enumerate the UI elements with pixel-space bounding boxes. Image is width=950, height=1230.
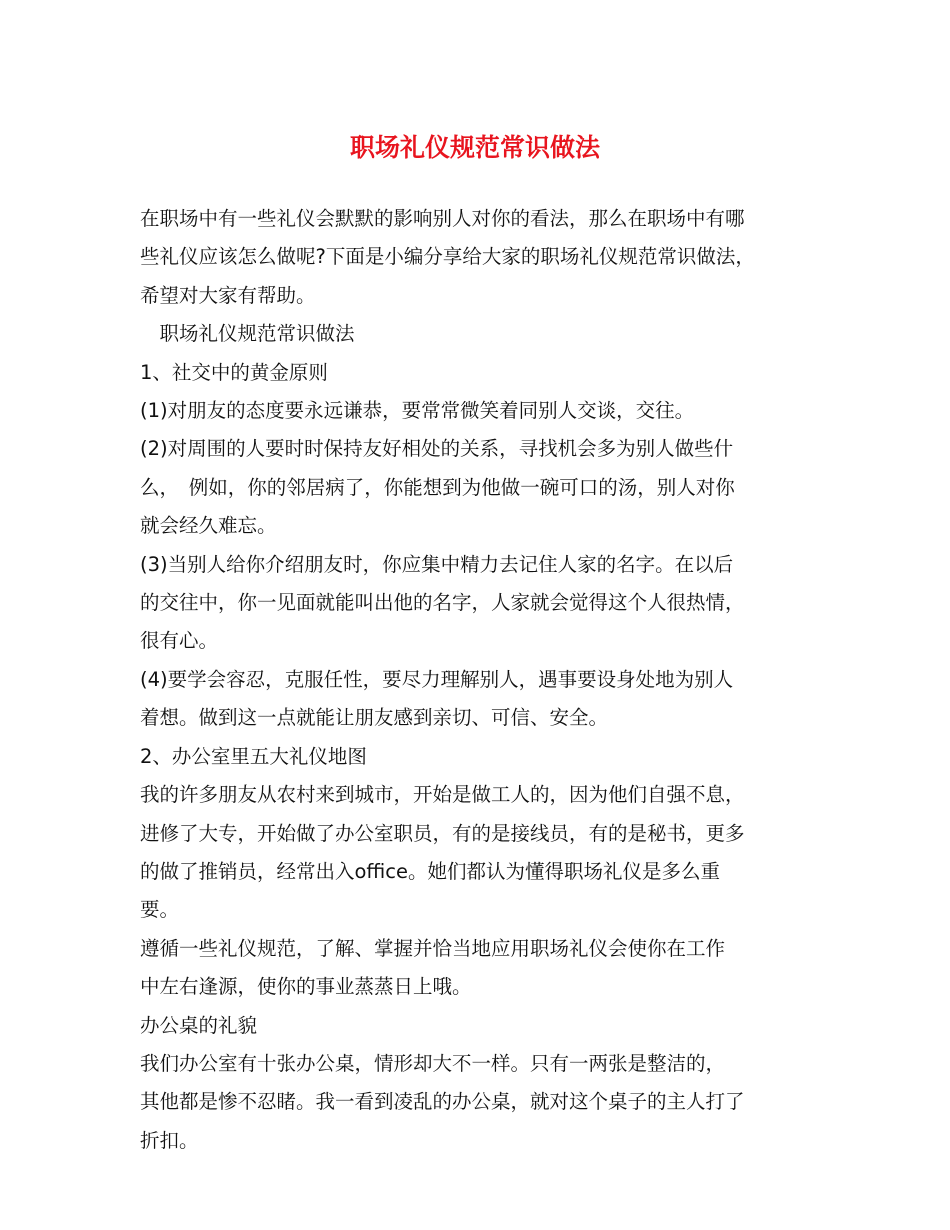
text-line: (3)当别人给你介绍朋友时，你应集中精力去记住人家的名字。在以后 [140,552,734,576]
section-heading: 1、社交中的黄金原则 [140,360,328,384]
text-line: 折扣。 [140,1128,199,1152]
text-line: (1)对朋友的态度要永远谦恭，要常常微笑着同别人交谈，交往。 [140,399,695,423]
text-line: 中左右逢源，使你的事业蒸蒸日上哦。 [140,975,472,999]
text-line: 些礼仪应该怎么做呢?下面是小编分享给大家的职场礼仪规范常识做法， [140,245,755,269]
text-line: 的交往中，你一见面就能叫出他的名字，人家就会觉得这个人很热情， [140,591,745,615]
text-line: (4)要学会容忍，克服任性，要尽力理解别人，遇事要设身处地为别人 [140,667,734,691]
text-line: 的做了推销员，经常出入office。她们都认为懂得职场礼仪是多么重 [140,859,721,883]
text-line: 在职场中有一些礼仪会默默的影响别人对你的看法，那么在职场中有哪 [140,207,745,230]
text-line: 就会经久难忘。 [140,514,277,538]
text-line: 着想。做到这一点就能让朋友感到亲切、可信、安全。 [140,706,609,730]
text-line: 遵循一些礼仪规范，了解、掌握并恰当地应用职场礼仪会使你在工作 [140,936,726,960]
text-line: 很有心。 [140,629,219,653]
section-heading: 办公桌的礼貌 [140,1013,258,1037]
text-line: 希望对大家有帮助。 [140,283,316,307]
text-line: 么， 例如，你的邻居病了，你能想到为他做一碗可口的汤，别人对你 [140,475,735,499]
section-heading: 2、办公室里五大礼仪地图 [140,744,367,768]
document-body [140,200,820,1160]
text-line: 其他都是惨不忍睹。我一看到凌乱的办公桌，就对这个桌子的主人打了 [140,1090,745,1114]
text-line: (2)对周围的人要时时保持友好相处的关系，寻找机会多为别人做些什 [140,437,734,461]
text-line: 我的许多朋友从农村来到城市，开始是做工人的，因为他们自强不息， [140,783,745,807]
text-line: 要。 [140,898,180,922]
text-line: 进修了大专，开始做了办公室职员，有的是接线员，有的是秘书，更多 [140,821,745,845]
document-title: 职场礼仪规范常识做法 [349,133,600,162]
section-heading: 职场礼仪规范常识做法 [140,322,355,346]
text-line: 我们办公室有十张办公桌，情形却大不一样。只有一两张是整洁的， [140,1051,726,1075]
